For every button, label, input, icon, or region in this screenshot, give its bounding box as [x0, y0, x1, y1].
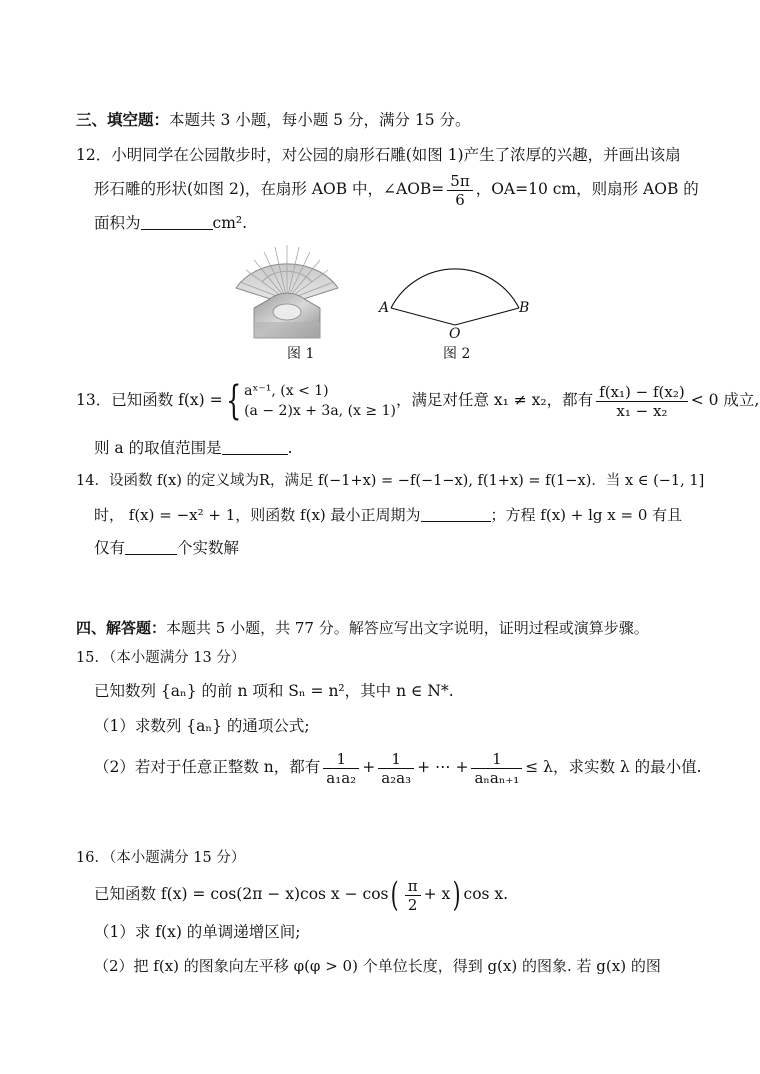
q12-line3-b: cm².	[212, 214, 248, 232]
q13-prefix: 13．已知函数 f(x) =	[76, 391, 223, 409]
q16-frac-den: 2	[407, 895, 418, 914]
q12-line2-b: ，OA=10 cm，则扇形 AOB 的	[475, 180, 699, 198]
q15-part2-b: ≤ λ，求实数 λ 的最小值.	[525, 758, 702, 776]
q15-part2-a: （2）若对于任意正整数 n，都有	[94, 758, 321, 776]
q13-mid: ，满足对任意 x₁ ≠ x₂，都有	[395, 391, 594, 409]
q16-frac-num: π	[405, 877, 421, 896]
q15-f1-den: a₁a₂	[326, 768, 357, 787]
q13-frac-den: x₁ − x₂	[616, 401, 668, 420]
q15-dots: + ⋯ +	[417, 758, 469, 776]
q14-line2	[94, 505, 682, 525]
fig1-caption: 图 1	[287, 346, 315, 362]
q16-part1: （1）求 f(x) 的单调递增区间;	[94, 923, 301, 941]
q16-given-b: + x	[423, 885, 451, 903]
section3-heading-line	[76, 110, 471, 130]
q15-f3-den: aₙaₙ₊₁	[474, 768, 520, 787]
q13-case1: aˣ⁻¹, (x < 1)	[244, 383, 329, 399]
q15-head: 15．（本小题满分 13 分）	[76, 650, 246, 666]
q12-line3-a: 面积为	[94, 214, 141, 232]
q13-answer-blank	[222, 440, 288, 455]
fan-sculpture-photo	[232, 242, 342, 340]
q14-line2-a: 时， f(x) = −x² + 1，则函数 f(x) 最小正周期为	[94, 506, 421, 524]
q13-brace: {	[225, 378, 242, 424]
q14-line1: 14．设函数 f(x) 的定义域为R，满足 f(−1+x) = −f(−1−x), f(1+x) = f(1−x)．当 x ∈ (−1, 1]	[76, 473, 705, 489]
q13-case2: (a − 2)x + 3a, (x ≥ 1)	[244, 403, 396, 419]
q12-frac-num: 5π	[447, 172, 472, 191]
q15-frac1	[323, 750, 359, 787]
fig2-caption: 图 2	[443, 346, 471, 362]
q12-line1: 12．小明同学在公园散步时，对公园的扇形石雕(如图 1)产生了浓厚的兴趣，并画出该扇	[76, 146, 681, 164]
q13-suffix: < 0 成立,	[690, 391, 760, 409]
q13-line2-a: 则 a 的取值范围是	[94, 439, 222, 457]
q13-cases	[244, 381, 396, 421]
q13-line1	[76, 378, 759, 422]
q14-line3-a: 仅有	[94, 539, 126, 557]
q16-frac	[405, 877, 421, 914]
q15-frac2	[378, 750, 414, 787]
q14-line3	[94, 538, 239, 558]
q15-f1-num: 1	[323, 750, 359, 769]
q12-answer-blank	[141, 215, 213, 230]
q14-line2-b: ；方程 f(x) + lg x = 0 有且	[490, 506, 683, 524]
q13-fraction	[596, 383, 688, 420]
q12-line2	[94, 170, 699, 209]
q16-right-paren: )	[452, 875, 461, 915]
section3-desc: 本题共 3 小题，每小题 5 分，满分 15 分。	[169, 111, 471, 129]
q12-angle-fraction	[447, 172, 472, 209]
q16-left-paren: (	[391, 875, 400, 915]
q16-given-a: 已知函数 f(x) = cos(2π − x)cos x − cos	[94, 885, 389, 903]
q16-part2: （2）把 f(x) 的图象向左平移 φ(φ > 0) 个单位长度，得到 g(x) 的图象. 若 g(x) 的图	[94, 957, 661, 975]
q15-f2-num: 1	[378, 750, 414, 769]
q14-line3-b: 个实数解	[177, 539, 240, 557]
label-b: B	[519, 300, 530, 316]
label-a: A	[379, 300, 390, 316]
q14-period-blank	[421, 507, 491, 522]
q16-given-c: cos x.	[463, 885, 509, 903]
q12-line3	[94, 213, 247, 233]
q12-line2-a: 形石雕的形状(如图 2)，在扇形 AOB 中，∠AOB=	[94, 180, 445, 198]
section4-desc: 本题共 5 小题，共 77 分。解答应写出文字说明，证明过程或演算步骤。	[166, 619, 649, 637]
q15-f3-num: 1	[471, 750, 522, 769]
q14-count-blank	[125, 540, 177, 555]
q13-frac-num: f(x₁) − f(x₂)	[596, 383, 688, 402]
q13-line2	[94, 438, 293, 458]
q15-given: 已知数列 {aₙ} 的前 n 项和 Sₙ = n²，其中 n ∈ N*.	[94, 682, 454, 700]
section3-heading: 三、填空题：	[76, 110, 170, 129]
section4-heading: 四、解答题：	[76, 619, 167, 637]
q13-line2-b: .	[287, 439, 293, 457]
q15-part2: （2）若对于任意正整数 n，都有 $\frac{1}{\text{a₁a₂}}$ + $\frac{1}{\text{a₂a₃}}$ + ⋯ + $\frac{1}{\text{aₙaₙ₊₁}}$ ≤ λ，求实数 λ 的最小值.	[94, 749, 702, 787]
section4-heading-line	[76, 618, 649, 638]
q16-head: 16．（本小题满分 15 分）	[76, 850, 246, 866]
q15-f2-den: a₂a₃	[381, 768, 412, 787]
q15-frac3	[471, 750, 522, 787]
q16-given	[94, 872, 508, 916]
q15-part1: （1）求数列 {aₙ} 的通项公式;	[94, 717, 310, 735]
label-o: O	[449, 326, 461, 342]
q12-frac-den: 6	[455, 190, 465, 209]
